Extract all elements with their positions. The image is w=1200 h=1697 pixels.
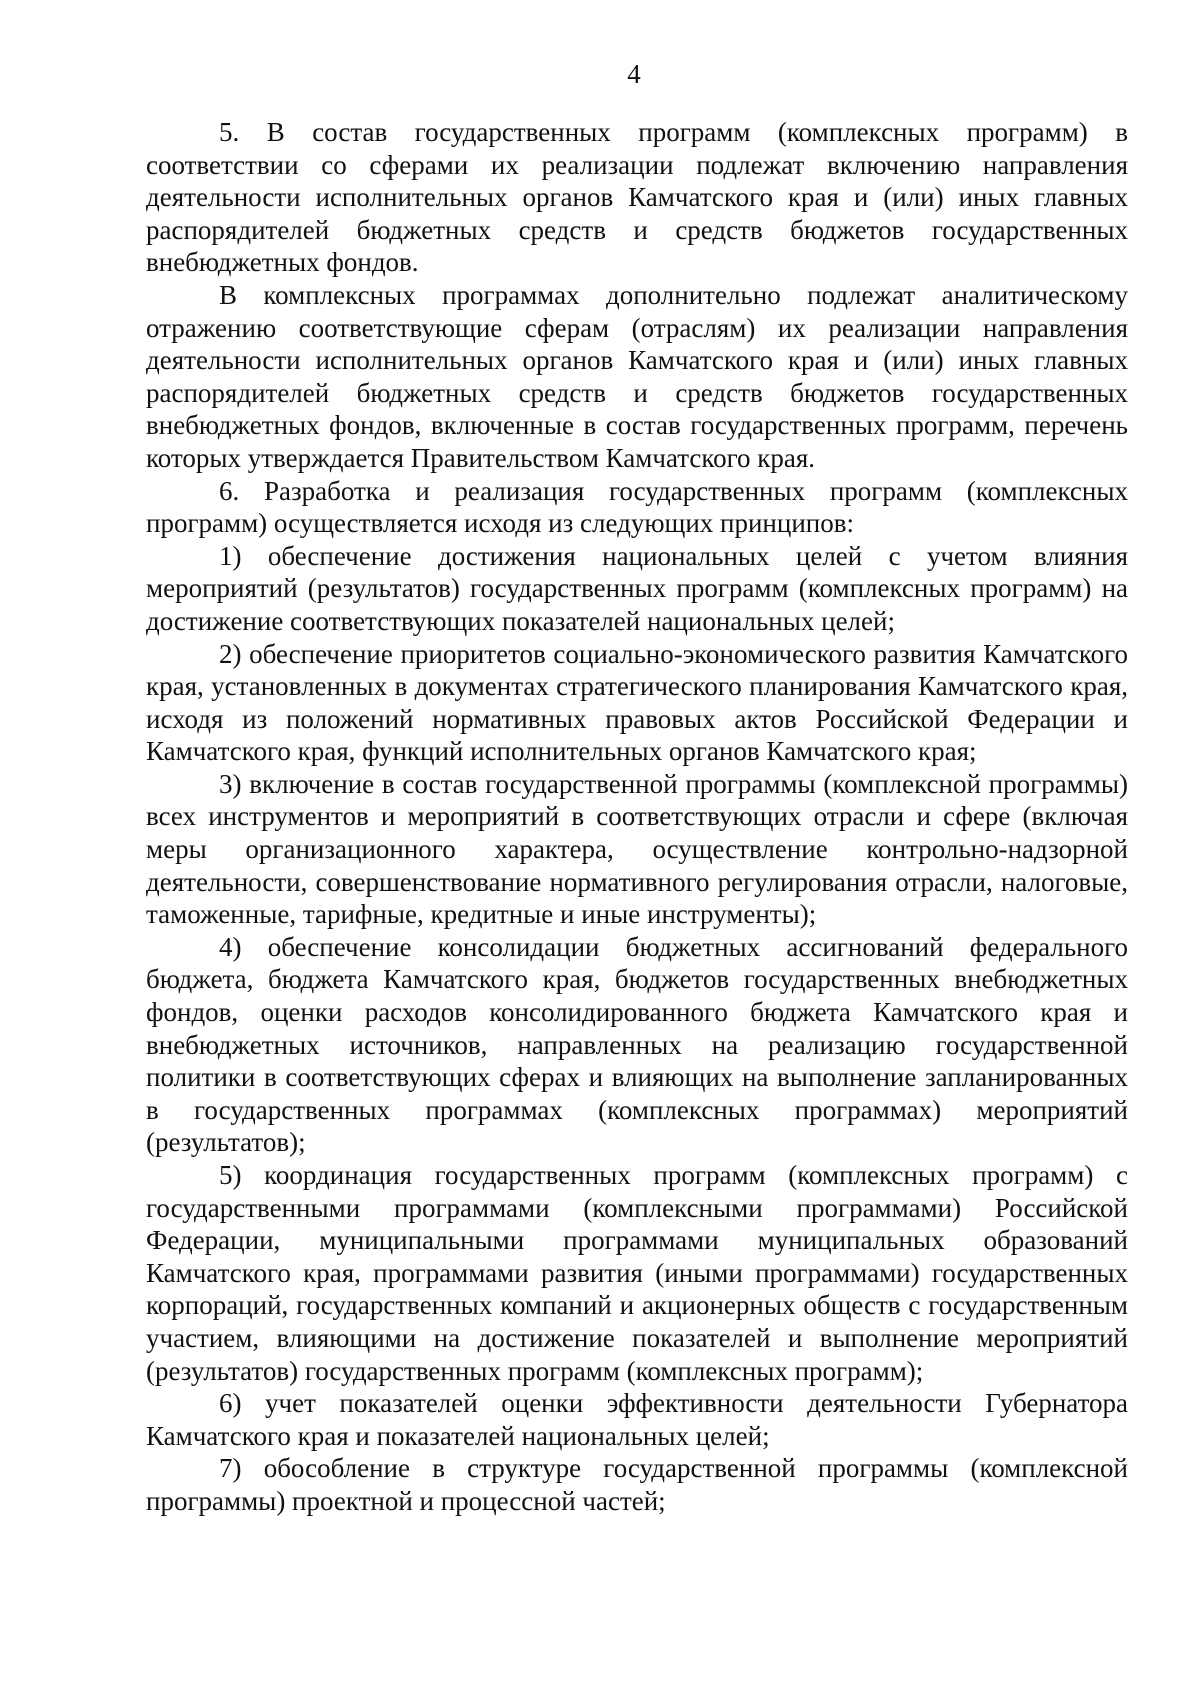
- principle-3: 3) включение в состав государственной программы (комплексной программы) всех инструментов и мероприятий в соответствующих отрасли и сфере (включая меры организационного характера, осуществление контрольно-надзорной деятельности, совершенствование нормативного регулирования отрасли, налоговые, таможенные, тарифные, кредитные и иные инструменты);: [146, 768, 1128, 930]
- principle-1: 1) обеспечение достижения национальных целей с учетом влияния мероприятий (результатов) государственных программ (комплексных программ) на достижение соответствующих показателей национальных целей;: [146, 540, 1128, 636]
- page-number: 4: [627, 59, 641, 89]
- paragraph-5-complex-programs: В комплексных программах дополнительно подлежат аналитическому отражению соответствующие сферам (отраслям) их реализации направления деятельности исполнительных органов Камчатского края и (или) иных главных распорядителей бюджетных средств и средств бюджетов государственных внебюджетных фондов, включенные в состав государственных программ, перечень которых утверждается Правительством Камчатского края.: [146, 279, 1128, 473]
- principle-4: 4) обеспечение консолидации бюджетных ассигнований федерального бюджета, бюджета Камчатского края, бюджетов государственных внебюджетных фондов, оценки расходов консолидированного бюджета Камчатского края и внебюджетных источников, направленных на реализацию государственной политики в соответствующих сферах и влияющих на выполнение запланированных в государственных программах (комплексных программах) мероприятий (результатов);: [146, 931, 1128, 1158]
- principle-5: 5) координация государственных программ (комплексных программ) с государственными программами (комплексными программами) Российской Федерации, муниципальными программами муниципальных образований Камчатского края, программами развития (иными программами) государственных корпораций, государственных компаний и акционерных обществ с государственным участием, влияющими на достижение показателей и выполнение мероприятий (результатов) государственных программ (комплексных программ);: [146, 1160, 1128, 1386]
- paragraph-6: 6. Разработка и реализация государственных программ (комплексных программ) осуществляется исходя из следующих принципов:: [146, 475, 1128, 539]
- principle-2: 2) обеспечение приоритетов социально-экономического развития Камчатского края, установленных в документах стратегического планирования Камчатского края, исходя из положений нормативных правовых актов Российской Федерации и Камчатского края, функций исполнительных органов Камчатского края;: [146, 638, 1128, 767]
- paragraph-5: 5. В состав государственных программ (комплексных программ) в соответствии со сферами их реализации подлежат включению направления деятельности исполнительных органов Камчатского края и (или) иных главных распорядителей бюджетных средств и средств бюджетов государственных внебюджетных фондов.: [146, 117, 1128, 278]
- document-body: [146, 116, 1128, 1518]
- principle-6: 6) учет показателей оценки эффективности деятельности Губернатора Камчатского края и показателей национальных целей;: [146, 1388, 1128, 1451]
- principle-7: 7) обособление в структуре государственной программы (комплексной программы) проектной и процессной частей;: [146, 1453, 1128, 1516]
